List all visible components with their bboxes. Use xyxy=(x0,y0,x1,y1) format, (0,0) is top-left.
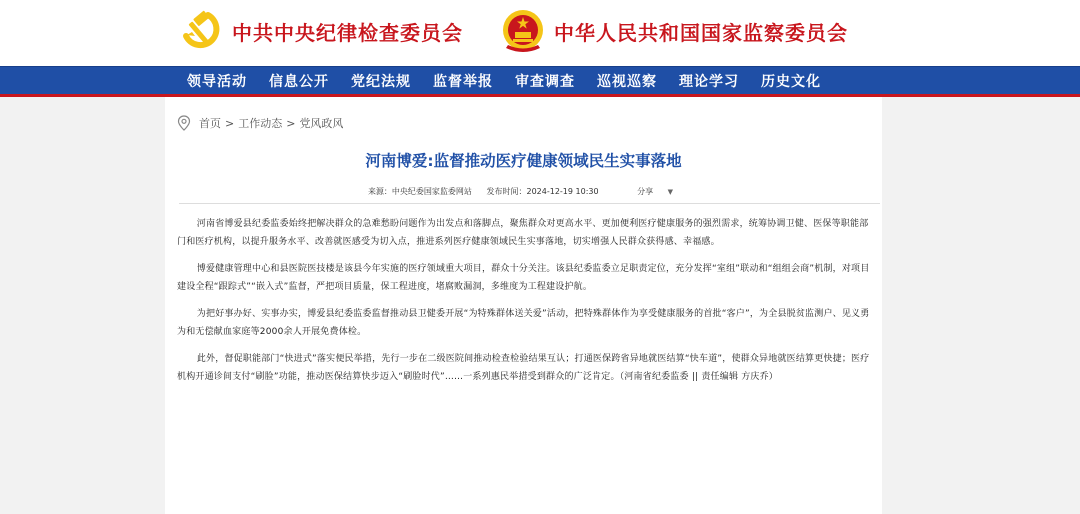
nav-item-investigation[interactable]: 审查调查 xyxy=(515,73,575,90)
nav-item-theory-study[interactable]: 理论学习 xyxy=(679,73,739,90)
main-nav xyxy=(0,66,1080,97)
hammer-sickle-icon xyxy=(178,8,224,54)
breadcrumb-work-news[interactable]: 工作动态 xyxy=(238,117,283,130)
national-emblem-icon xyxy=(500,8,546,54)
location-pin-icon xyxy=(177,115,191,131)
share-label: 分享 xyxy=(637,187,654,196)
article-meta xyxy=(165,186,882,197)
breadcrumb-separator: > xyxy=(286,116,296,130)
nsc-brand[interactable] xyxy=(500,8,848,54)
nsc-name: 中华人民共和国国家监察委员会 xyxy=(554,20,848,45)
article-paragraph: 为把好事办好、实事办实，博爱县纪委监委监督推动县卫健委开展“为特殊群体送关爱”活动，把特殊群体作为享受健康服务的首批“客户”，为全县脱贫监测户、见义勇为和无偿献血家庭等2000余人开展免费体检。 xyxy=(177,309,870,337)
article-container xyxy=(165,97,882,514)
article-publish-time: 发布时间：2024-12-19 10:30 xyxy=(486,187,599,196)
nav-item-history-culture[interactable]: 历史文化 xyxy=(761,73,821,90)
nav-item-leadership[interactable]: 领导活动 xyxy=(187,73,247,90)
article-body xyxy=(177,215,870,395)
article-paragraph: 博爱健康管理中心和县医院医技楼是该县今年实施的医疗领域重大项目，群众十分关注。该县纪委监委立足职责定位，充分发挥“室组”联动和“组组会商”机制，对项目建设全程“跟踪式”“嵌入式”监督，严把项目质量，保工程进度，堵腐败漏洞，多维度为工程建设护航。 xyxy=(177,264,870,292)
nav-item-party-regulations[interactable]: 党纪法规 xyxy=(351,73,411,90)
ccdi-name: 中共中央纪律检查委员会 xyxy=(232,20,463,45)
article-title: 河南博爱:监督推动医疗健康领域民生实事落地 xyxy=(365,152,682,170)
breadcrumb-party-style[interactable]: 党风政风 xyxy=(299,117,344,130)
breadcrumb xyxy=(177,115,343,131)
share-button[interactable] xyxy=(631,187,679,196)
article-source: 来源：中央纪委国家监委网站 xyxy=(367,187,472,196)
breadcrumb-separator: > xyxy=(225,116,235,130)
ccdi-brand[interactable] xyxy=(178,8,463,54)
breadcrumb-home[interactable]: 首页 xyxy=(199,117,221,130)
article-paragraph: 河南省博爱县纪委监委始终把解决群众的急难愁盼问题作为出发点和落脚点，聚焦群众对更高水平、更加便利医疗健康服务的强烈需求，统筹协调卫健、医保等职能部门和医疗机构，以提升服务水平、改善就医感受为切入点，推进系列医疗健康领域民生实事落地，切实增强人民群众获得感、幸福感。 xyxy=(177,219,869,247)
article-paragraph: 此外，督促职能部门“快进式”落实便民举措，先行一步在二级医院间推动检查检验结果互认；打通医保跨省异地就医结算“快车道”，使群众异地就医结算更快捷；医疗机构开通诊间支付“刷脸”功能，推动医保结算快步迈入“刷脸时代”……一系列惠民举措受到群众的广泛肯定。（河南省纪委监委 || 责任编辑 方庆乔） xyxy=(177,354,870,382)
nav-item-info-disclosure[interactable]: 信息公开 xyxy=(269,73,329,90)
meta-divider xyxy=(179,203,880,204)
nav-item-inspection[interactable]: 巡视巡察 xyxy=(597,73,657,90)
caret-down-icon: ▼ xyxy=(667,188,674,196)
nav-item-supervision-report[interactable]: 监督举报 xyxy=(433,73,493,90)
site-header xyxy=(0,0,1080,66)
